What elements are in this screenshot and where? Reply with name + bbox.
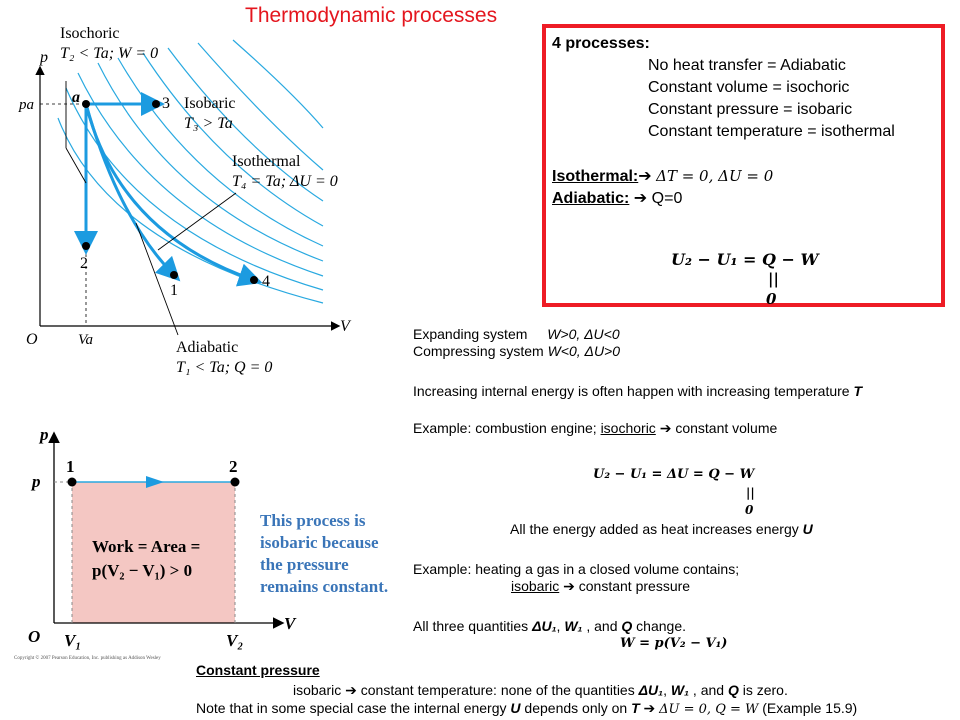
compressing-line	[413, 343, 620, 359]
pa-label: pa	[19, 97, 34, 113]
arrow-icon: ➔	[638, 168, 652, 185]
first-law-bar: ||	[768, 270, 779, 288]
summary-box	[542, 24, 945, 307]
compressing-label: Compressing system	[413, 343, 544, 359]
isobaric-line-and: and	[700, 682, 725, 698]
all-three-and: and	[594, 618, 618, 634]
isobaric-line-prefix: isobaric	[293, 682, 342, 698]
adiabatic-path	[86, 104, 174, 275]
compressing-cond: W<0, ΔU>0	[547, 343, 621, 359]
work-line-2: p(V₂ − V₁) > 0	[92, 561, 193, 580]
isothermal-cond: T₄ = Ta; ΔU = 0	[232, 173, 338, 190]
all-three-prefix: All three quantities	[413, 618, 529, 634]
copyright-text: Copyright © 2007 Pearson Education, Inc. publishing as Addison Wesley	[14, 656, 161, 661]
eq1: U₂ − U₁ = ΔU = Q − W	[593, 467, 755, 482]
example2-text: Example: heating a gas in a closed volume contains;	[413, 561, 740, 577]
summary-heading: 4 processes:	[552, 35, 650, 52]
arrow-icon: ➔	[659, 420, 672, 436]
adiabatic-line	[552, 188, 682, 208]
increasing-t: T	[853, 383, 863, 399]
isothermal-eq: ΔT = 0, ΔU = 0	[656, 167, 774, 185]
example1-prefix: Example: combustion engine;	[413, 420, 597, 436]
bottom-point-1	[68, 478, 77, 487]
special-prefix: Note that in some special case the internal energy	[196, 700, 507, 716]
adiabatic-title: Adiabatic	[176, 339, 239, 356]
all-three-q3: Q	[621, 618, 633, 634]
example2-suffix: constant pressure	[578, 578, 691, 594]
work-line-1: Work = Area =	[92, 537, 201, 556]
example1-line	[413, 420, 777, 437]
expanding-line	[413, 326, 620, 342]
isotherm-curves	[58, 40, 323, 303]
arrow-icon: ➔	[345, 682, 357, 698]
special-ref: (Example 15.9)	[762, 700, 858, 716]
isobaric-line-q2: W₁	[670, 682, 690, 698]
eq2: W = p(V₂ − V₁)	[620, 636, 728, 651]
isothermal-title: Isothermal	[232, 153, 301, 170]
special-mid: depends only on	[524, 700, 628, 716]
bottom-point-2	[231, 478, 240, 487]
note-line-2: isobaric because	[260, 533, 379, 552]
axis-p-label: p	[40, 49, 48, 66]
isobaric-line-q1: ΔU₁	[638, 682, 664, 698]
summary-item-isochoric: Constant volume = isochoric	[648, 79, 850, 96]
note-line-4: remains constant.	[260, 577, 389, 596]
bottom-origin-label: O	[28, 627, 41, 646]
example2-keyword: isobaric	[511, 578, 560, 594]
summary-item-adiabatic: No heat transfer = Adiabatic	[648, 57, 846, 74]
special-line	[196, 700, 857, 717]
origin-label: O	[26, 331, 38, 348]
special-eq: ΔU = 0, Q = W	[659, 702, 759, 717]
increasing-line	[413, 383, 862, 399]
bottom-axis-v-label: V	[284, 614, 296, 633]
top-pv-diagram	[18, 18, 348, 378]
isobaric-line-suffix: is zero.	[742, 682, 788, 698]
point-2	[82, 242, 90, 250]
va-label: Va	[78, 332, 93, 348]
point-3	[152, 100, 160, 108]
isobaric-line-q3: Q	[727, 682, 739, 698]
expanding-label: Expanding system	[413, 326, 528, 342]
eq1-bar: ||	[746, 486, 755, 500]
energy-text: All the energy added as heat increases energy	[510, 521, 799, 537]
label-3: 3	[162, 95, 170, 112]
bottom-isobaric-diagram	[14, 420, 410, 665]
arrow-icon: ➔	[633, 190, 648, 207]
example1-suffix: constant volume	[675, 420, 778, 436]
example2-keyword-line	[511, 578, 690, 595]
isobaric-cond: T₃ > Ta	[184, 115, 233, 132]
all-three-q1: ΔU₁	[532, 618, 557, 634]
point-a	[82, 100, 90, 108]
example2-line	[413, 561, 739, 577]
all-three-suffix: change.	[636, 618, 686, 634]
first-law-zero: 0	[766, 290, 777, 308]
note-line-3: the pressure	[260, 555, 349, 574]
first-law-eq: U₂ − U₁ = Q − W	[671, 250, 819, 269]
energy-line	[510, 521, 813, 537]
constant-pressure-heading: Constant pressure	[196, 662, 320, 678]
all-three-line: All three quantities ΔU₁, W₁ , and Q change.	[413, 618, 686, 634]
adiabatic-label: Adiabatic:	[552, 190, 630, 207]
bottom-label-1: 1	[66, 457, 75, 476]
isothermal-line	[552, 166, 773, 186]
label-4: 4	[262, 273, 270, 290]
adiabatic-eq: Q=0	[651, 190, 683, 207]
isobaric-title: Isobaric	[184, 95, 236, 112]
eq1-zero: 0	[745, 503, 754, 517]
bottom-label-2: 2	[229, 457, 238, 476]
label-1: 1	[170, 282, 178, 299]
expanding-cond: W>0, ΔU<0	[547, 326, 620, 342]
arrow-icon: ➔	[643, 700, 656, 716]
page-title: Thermodynamic processes	[245, 4, 498, 27]
isobaric-line-text: isobaric ➔ constant temperature: none of the quantities ΔU₁, W₁ , and Q is zero.	[293, 682, 788, 698]
axis-v-label: V	[340, 318, 350, 335]
energy-u: U	[802, 521, 813, 537]
isobaric-line-body: constant temperature: none of the quantities	[360, 682, 635, 698]
point-4	[250, 276, 258, 284]
summary-item-isothermal: Constant temperature = isothermal	[648, 123, 895, 140]
isochoric-cond: T₂ < Ta; W = 0	[60, 45, 159, 62]
v1-label: V₁	[64, 631, 82, 650]
v2-label: V₂	[226, 631, 244, 650]
arrow-icon: ➔	[563, 578, 575, 594]
point-1	[170, 271, 178, 279]
isothermal-label: Isothermal:	[552, 168, 639, 185]
leader-isothermal	[158, 193, 236, 250]
special-t: T	[631, 700, 640, 716]
example1-keyword: isochoric	[600, 420, 656, 436]
note-line-1: This process is	[260, 511, 366, 530]
label-a: a	[72, 89, 80, 106]
increasing-text: Increasing internal energy is often happen with increasing temperature	[413, 383, 850, 399]
special-u: U	[510, 700, 521, 716]
summary-item-isobaric: Constant pressure = isobaric	[648, 101, 853, 118]
bottom-p-label: p	[32, 472, 41, 491]
isochoric-title: Isochoric	[60, 25, 120, 42]
label-2: 2	[80, 255, 88, 272]
all-three-q2: W₁	[564, 618, 583, 634]
adiabatic-cond: T₁ < Ta; Q = 0	[176, 359, 273, 376]
bottom-axis-p-label: p	[40, 425, 49, 444]
